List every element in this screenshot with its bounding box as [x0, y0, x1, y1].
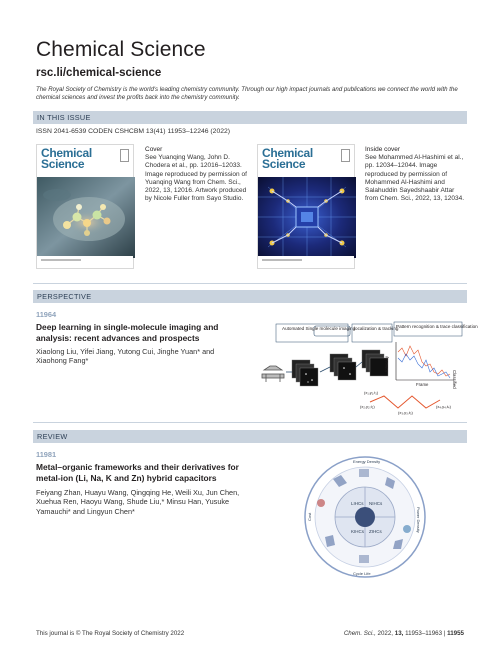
cover-image[interactable] — [36, 144, 134, 269]
intensity-trace — [396, 342, 454, 380]
ring-label-3: Cycle Life — [353, 571, 371, 576]
inside-cover-image[interactable] — [257, 144, 355, 269]
cover-title-line1: Chemical — [41, 146, 92, 160]
coord-3: (x₃,y₃,t₃) — [398, 410, 413, 415]
center-label-1: LIHCs — [351, 501, 364, 506]
inside-cover-title-line1: Chemical — [262, 146, 313, 160]
footer-journal: Chem. Sci., — [343, 630, 376, 637]
section-bar-perspective: PERSPECTIVE — [33, 290, 467, 303]
footer-page-number: 11955 — [447, 630, 464, 637]
section-bar-in-this-issue: IN THIS ISSUE — [33, 111, 467, 124]
review-page-number[interactable]: 11981 — [36, 450, 57, 459]
coord-2: (x₂,y₂,t₂) — [360, 404, 375, 409]
section-bar-review: REVIEW — [33, 430, 467, 443]
footer-volume: 13, — [394, 630, 404, 637]
image-stack — [292, 360, 318, 386]
inside-cover-artwork — [258, 177, 356, 258]
journal-url[interactable]: rsc.li/chemical-science — [36, 67, 162, 79]
inside-cover-caption-text: See Mohammed Al-Hashimi et al., pp. 12034–12044. Image reproduced by permission of Mohammed Al-Hashimi and Salahuddin Sayedshaabir Attar from Chem. Sci., 2022, 13, 12034. — [365, 154, 464, 203]
classified-label: Classified — [452, 370, 457, 389]
cover-artwork — [37, 177, 135, 258]
divider — [33, 422, 467, 423]
cover-caption-text: See Yuanqing Wang, John D. Chodera et al., pp. 12016–12033. Image reproduced by permission of Yuanqing Wang from Chem. Sci., 2022, 13, 12016. Artwork produced by Nicole Fuller from Sayo Studio. — [145, 154, 247, 203]
coord-4: (x₄,y₄,t₄) — [436, 404, 451, 409]
inside-cover-caption — [365, 146, 465, 203]
ring-label-1: Energy Density — [353, 459, 381, 464]
center-label-2: NIHCs — [369, 501, 383, 506]
perspective-page-number[interactable]: 11964 — [36, 310, 57, 319]
perspective-article-title[interactable]: Deep learning in single-molecule imaging and analysis: recent advances and prospects — [36, 322, 219, 343]
microscope-icon — [262, 366, 284, 382]
center-label-3: KIHCs — [351, 529, 365, 534]
footer-copyright: This journal is © The Royal Society of Chemistry 2022 — [36, 630, 185, 637]
journal-tagline: The Royal Society of Chemistry is the world's leading chemistry community. Through our high impact journals and publications we connect the world with the chemical sciences and invest the profits back into the chemistry community. — [36, 86, 458, 101]
review-authors: Feiyang Zhan, Huayu Wang, Qingqing He, Weili Xu, Jun Chen, Xuehua Ren, Haoyu Wang, Shude Liu,* Minsu Han, Yusuke Yamauchi* and Lingyun Chen* — [36, 488, 240, 516]
localization-label: localization & tracking — [354, 326, 399, 331]
review-article-title[interactable]: Metal–organic frameworks and their derivatives for metal-ion (Li, Na, K and Zn) hybrid capacitors — [36, 462, 239, 483]
review-figure[interactable] — [303, 455, 427, 579]
inside-cover-title-line2: Science — [262, 157, 306, 171]
journal-title: Chemical Science — [36, 38, 206, 61]
ring-label-2: Power Density — [416, 507, 421, 533]
image-stack-2 — [330, 354, 356, 380]
trajectory — [370, 396, 440, 408]
pattern-label: Pattern recognition & trace classification — [396, 324, 478, 329]
cover-badge-icon — [120, 149, 129, 162]
issn-line: ISSN 2041-6539 CODEN CSHCBM 13(41) 11953–12246 (2022) — [36, 128, 231, 135]
inside-cover-badge-icon — [341, 149, 350, 162]
footer-pages: 11953–11963 — [405, 630, 443, 637]
perspective-authors: Xiaolong Liu, Yifei Jiang, Yutong Cui, Jinghe Yuan* and Xiaohong Fang* — [36, 347, 215, 366]
perspective-figure[interactable] — [258, 322, 478, 416]
coord-1: (x₁,y₁,t₁) — [364, 390, 379, 395]
divider — [33, 283, 467, 284]
center-core — [355, 507, 375, 527]
cover-label: Cover — [145, 146, 163, 153]
footer-year: 2022, — [377, 630, 394, 637]
imaging-label: Automated Single molecule imaging — [282, 326, 356, 331]
inside-cover-label: Inside cover — [365, 146, 401, 153]
frame-axis-label: Frame — [416, 382, 429, 387]
ring-label-4: Cost — [307, 512, 312, 521]
center-label-4: ZIHCs — [369, 529, 382, 534]
footer-citation — [344, 630, 464, 637]
intensity-axis-label: Intensity — [384, 355, 389, 372]
cover-title-line2: Science — [41, 157, 85, 171]
cover-caption — [145, 146, 250, 203]
footer-separator: | — [443, 630, 446, 637]
